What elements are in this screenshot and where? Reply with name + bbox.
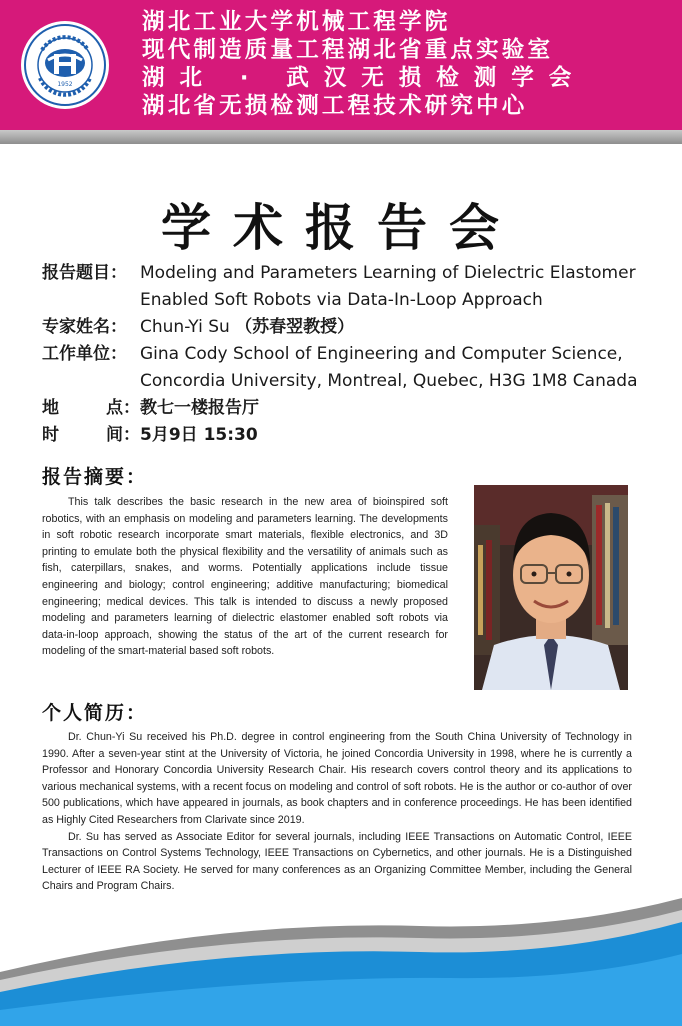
topic-row bbox=[42, 260, 672, 314]
speaker-value bbox=[140, 314, 354, 341]
speaker-name-zh: （苏春翌教授） bbox=[235, 317, 355, 337]
talk-info bbox=[42, 260, 672, 449]
bio-paragraph-1-text: Dr. Chun-Yi Su received his Ph.D. degree in control engineering from the South China University of Technology in 1990. After a seven-year stint at the University of Victoria, he joined Concordia University in 1998, where he is currently a Professor and Honorary Concordia University Research Chair. His research covers control theory and its applications to various mechanical systems, with a recent focus on modeling and control of soft robots. He is the author or co-author of over 500 publications, which have appeared in journals, as book chapters and in conference proceedings. He has been identified as Highly Cited Researchers from Clarivate since 2019. bbox=[42, 731, 632, 826]
header-banner bbox=[0, 0, 682, 130]
abstract-text bbox=[42, 494, 448, 660]
speaker-photo bbox=[474, 485, 628, 690]
affiliation-label: 工作单位： bbox=[42, 344, 127, 364]
time-label-part-2: 间： bbox=[106, 425, 140, 445]
time-row bbox=[42, 422, 672, 449]
logo-year: 1952 bbox=[57, 81, 73, 88]
time-label-part-1: 时 bbox=[42, 425, 59, 445]
organizer-line-1: 湖北工业大学机械工程学院 bbox=[142, 9, 451, 35]
location-label-part-1: 地 bbox=[42, 398, 59, 418]
bio-heading: 个人简历： bbox=[42, 702, 148, 724]
organizer-line-4: 湖北省无损检测工程技术研究中心 bbox=[142, 93, 528, 119]
organizer-line-2: 现代制造质量工程湖北省重点实验室 bbox=[142, 37, 554, 63]
footer-wave bbox=[0, 880, 682, 1026]
organizer-list bbox=[142, 8, 672, 120]
time-label bbox=[42, 422, 140, 449]
affiliation-value bbox=[140, 341, 638, 395]
speaker-row bbox=[42, 314, 672, 341]
topic-value bbox=[140, 260, 636, 314]
topic-line-2: Enabled Soft Robots via Data-In-Loop Approach bbox=[140, 290, 543, 310]
topic-label: 报告题目： bbox=[42, 263, 127, 283]
university-logo bbox=[20, 20, 110, 110]
bio-paragraph-2-text: Dr. Su has served as Associate Editor for several journals, including IEEE Transactions on Automatic Control, IEEE Transactions on Control Systems Technology, IEEE Transactions on Cybernetics, and other journals. He is a Distinguished Lecturer of IEEE RA Society. He served for many conferences as an Organizing Committee Member, including the General Chairs and Program Chairs. bbox=[42, 830, 632, 893]
location-row bbox=[42, 395, 672, 422]
page-title: 学术报告会 bbox=[161, 199, 521, 257]
organizer-line-3: 湖北 · 武汉无损检测学会 bbox=[142, 65, 587, 91]
affiliation-row bbox=[42, 341, 672, 395]
header-divider bbox=[0, 130, 682, 144]
location-value: 教七一楼报告厅 bbox=[140, 398, 259, 418]
abstract-body: This talk describes the basic research in the new area of bioinspired soft robotics, with an emphasis on modeling and parameters learning. The developments in soft robotic research incorporate smart materials, flexible electronics, and 3D printing to emulate both the physical flexibility and the versatility of animals such as fish, caterpillars, snakes, and worms. Potentially applications include tissue engineering and biology; control engineering; additive manufacturing; biomedical engineering; medical devices. This talk is intended to discuss a newly proposed modeling and parameters learning of dielectric elastomer enabled soft robots via data-in-loop approach, showing the status of the art of the current research for modeling of the smart-material based soft robots. bbox=[42, 496, 448, 658]
location-label-part-2: 点： bbox=[106, 398, 140, 418]
abstract-heading: 报告摘要： bbox=[42, 466, 148, 488]
speaker-name: Chun-Yi Su bbox=[140, 317, 230, 337]
location-label bbox=[42, 395, 140, 422]
bio-text bbox=[42, 729, 632, 895]
affiliation-line-2: Concordia University, Montreal, Quebec, H3G 1M8 Canada bbox=[140, 371, 638, 391]
time-value: 5月9日 15:30 bbox=[140, 425, 258, 445]
topic-line-1: Modeling and Parameters Learning of Dielectric Elastomer bbox=[140, 263, 636, 283]
speaker-label: 专家姓名： bbox=[42, 317, 127, 337]
affiliation-line-1: Gina Cody School of Engineering and Computer Science, bbox=[140, 344, 623, 364]
bio-paragraph-1 bbox=[42, 729, 632, 829]
